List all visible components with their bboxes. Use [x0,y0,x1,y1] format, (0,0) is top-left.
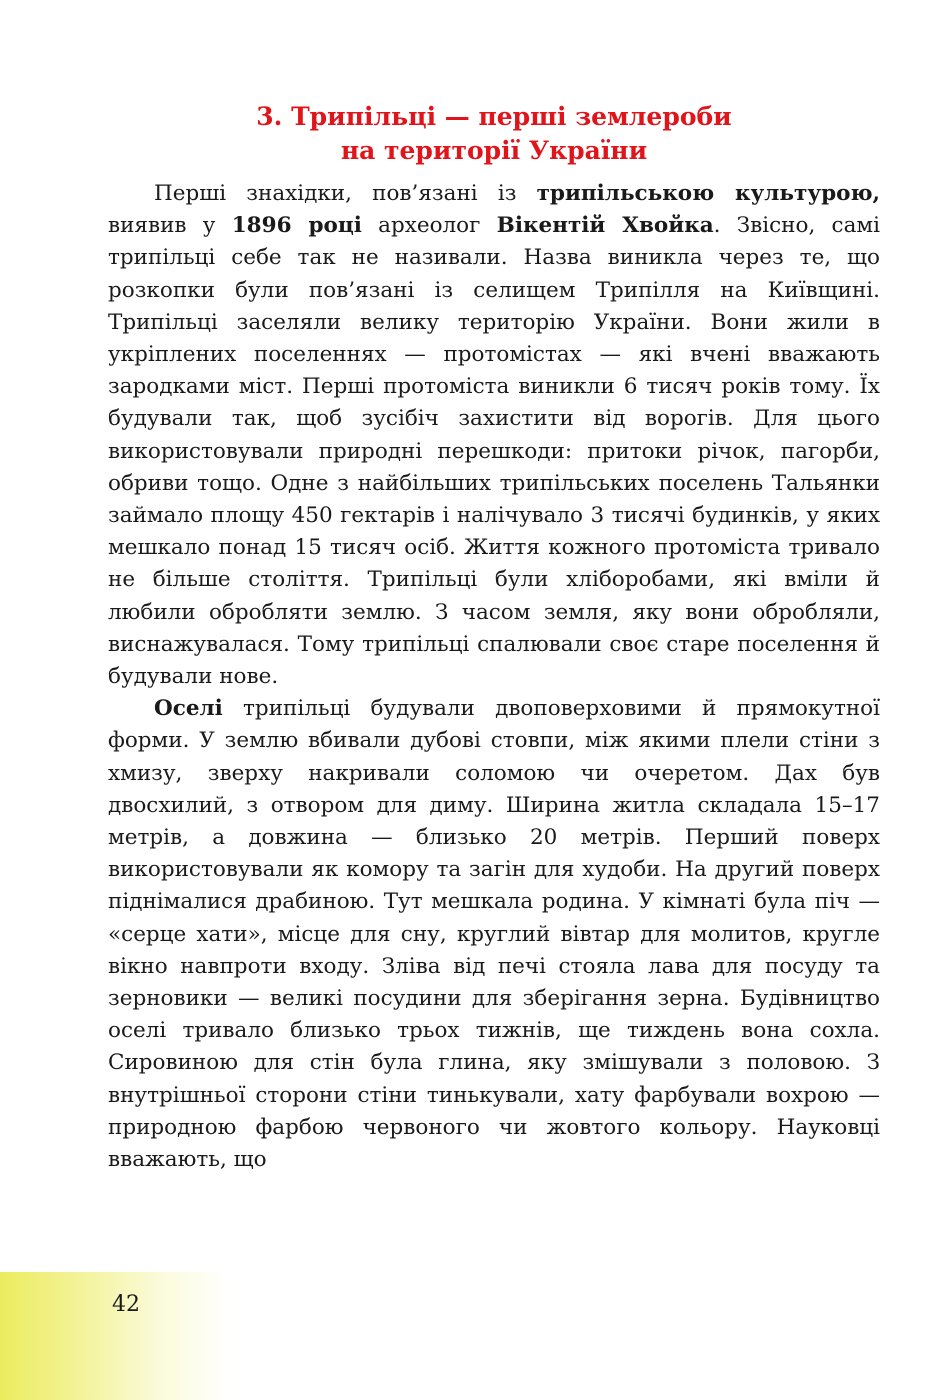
page-number: 42 [112,1292,140,1317]
paragraph-dwellings [108,693,880,1176]
term-year: 1896 році [231,213,362,239]
paragraph-trypillia-discovery [108,178,880,693]
term-dwellings: Оселі [154,696,223,722]
text-run: трипільці будували двоповерховими й прямокутної форми. У землю вбивали дубові стовпи, між якими плели стіни з хмизу, зверху накривали соломою чи очеретом. Дах був двосхилий, з отвором для диму. Ширина житла складала 15–17 метрів, а довжина — близько 20 метрів. Перший поверх використовували як комору та загін для худоби. На другий поверх піднімалися драбиною. Тут мешкала родина. У кімнаті була піч — «серце хати», місце для сну, круглий вівтар для молитов, кругле вікно навпроти входу. Зліва від печі стояла лава для посуду та зерновики — великі посудини для зберігання зерна. Будівництво оселі тривало близько трьох тижнів, ще тиждень вона сохла. Сировиною для стін була глина, яку змішували з половою. З внутрішньої сторони стіни тинькували, хату фарбували вохрою — природною фарбою червоного чи жовтого кольору. Науковці вважають, що [108,696,880,1173]
term-archaeologist-name: Вікентій Хвойка [496,213,714,239]
section-title [108,100,880,168]
term-trypillian-culture: трипільською культурою, [536,181,880,206]
text-run: археолог [361,213,497,239]
section-title-line-1: 3. Трипільці — перші землероби [256,102,732,131]
text-run: . Звісно, самі трипільці себе так не називали. Назва виникла через те, що розкопки були пов’язані із селищем Трипілля на Київщині. Трипільці заселяли велику територію України. Вони жили в укріплених поселеннях — протомістах — які вчені вважають зародками міст. Перші протоміста виникли 6 тисяч років тому. Їх будували так, щоб зусібіч захистити від ворогів. Для цього використовували природні перешкоди: притоки річок, пагорби, обриви тощо. Одне з найбільших трипільських поселень Тальянки займало площу 450 гектарів і налічувало 3 тисячі будинків, у яких мешкало понад 15 тисяч осіб. Життя кожного протоміста тривало не більше століття. Трипільці були хліборобами, які вміли й любили обробляти землю. З часом земля, яку вони обробляли, виснажувалася. Тому трипільці спалювали своє старе поселення й будували нове. [108,213,880,690]
section-title-line-2: на території України [340,136,648,165]
text-run: виявив у [108,213,232,239]
body-text [108,178,880,1176]
text-run: Перші знахідки, пов’язані із [154,181,537,206]
